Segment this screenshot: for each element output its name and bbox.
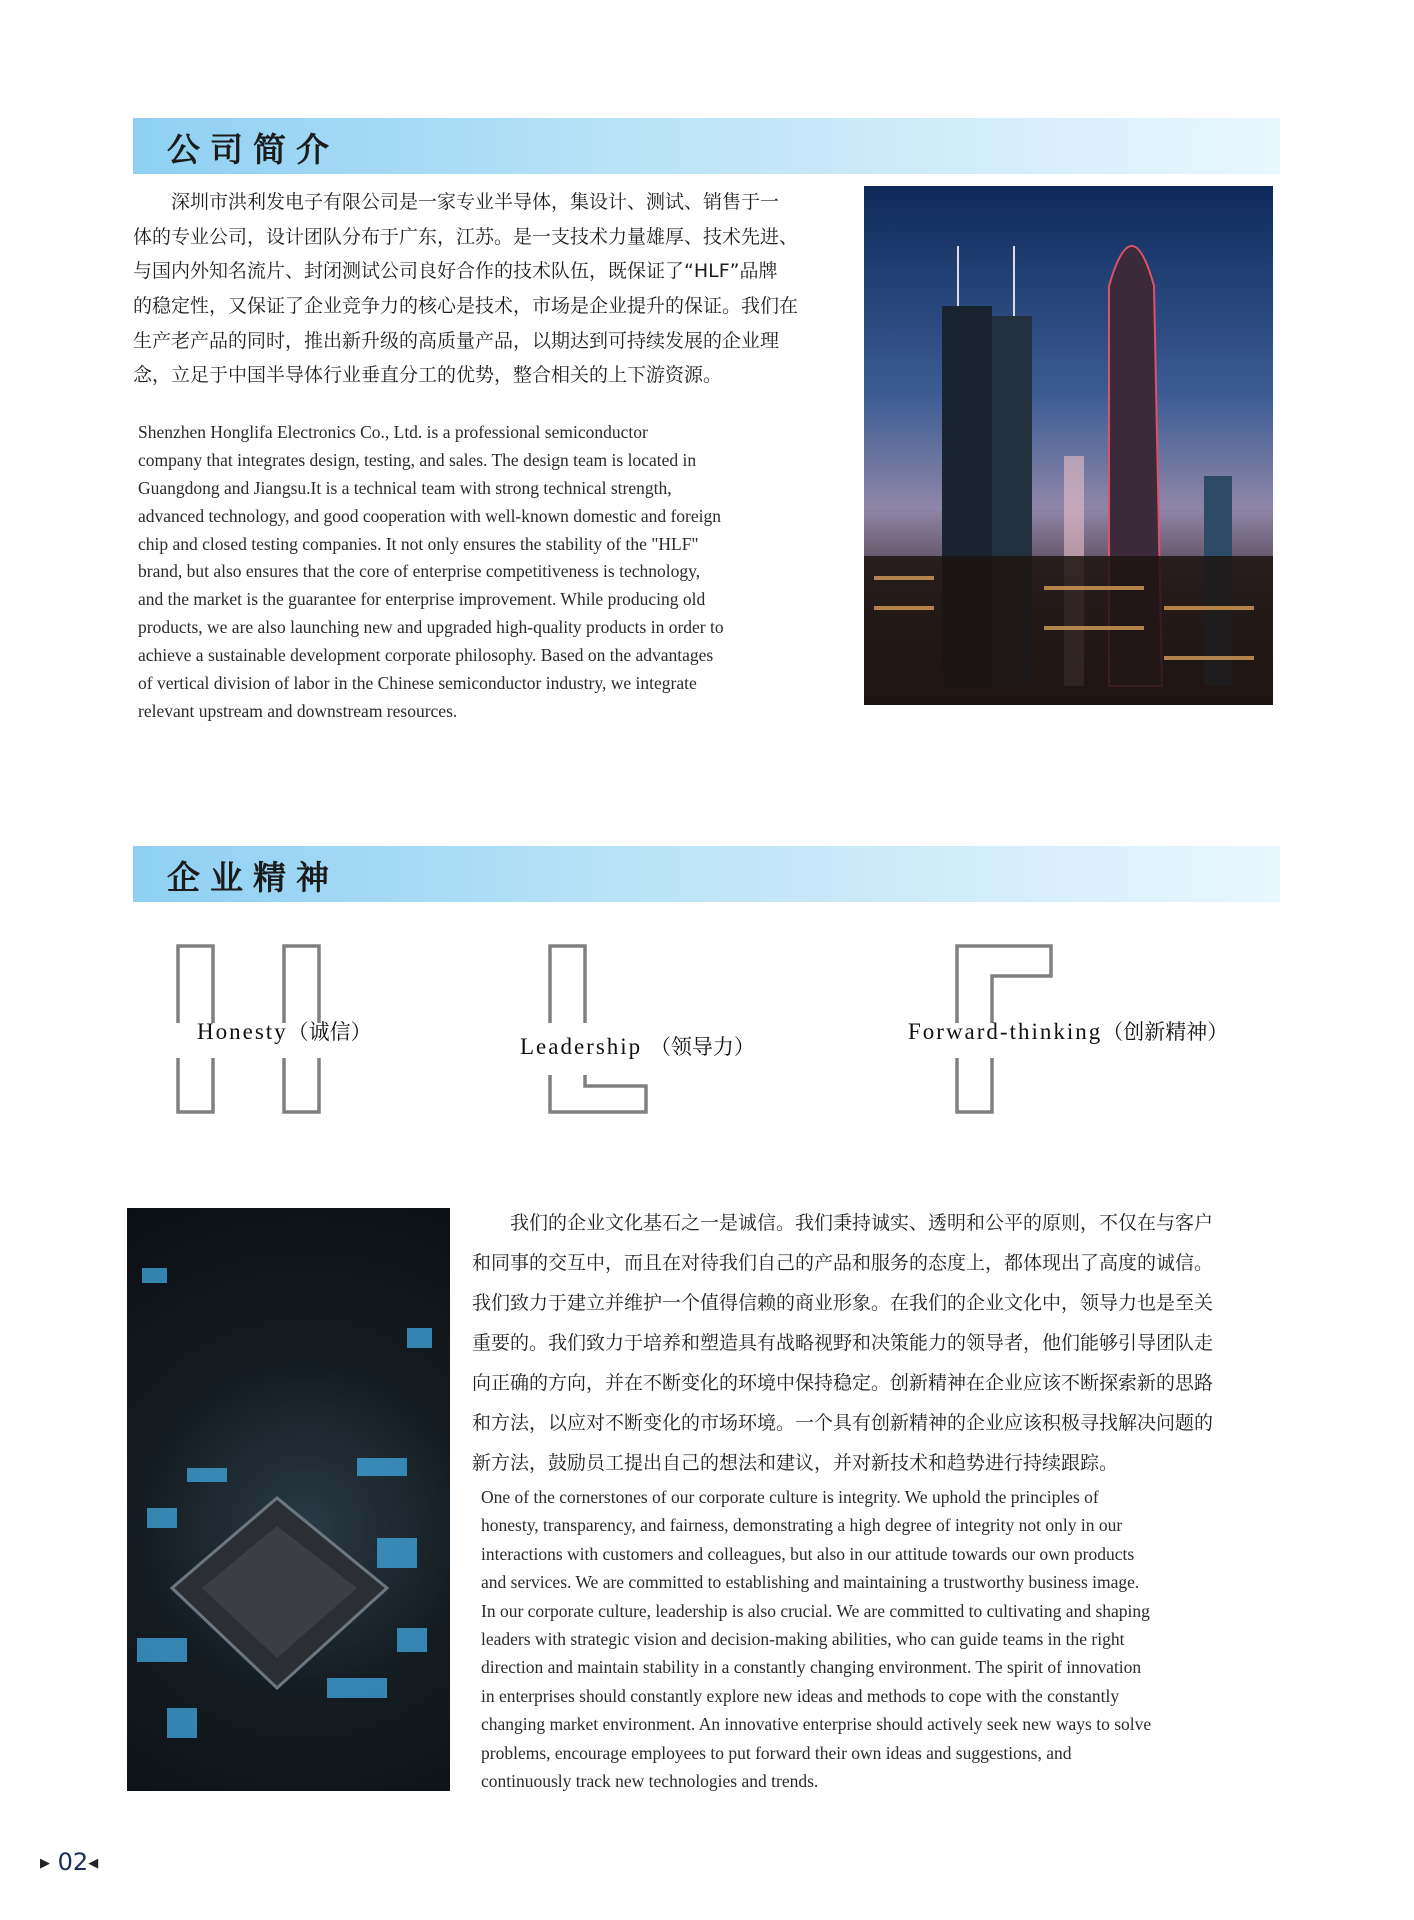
text-line: 向正确的方向，并在不断变化的环境中保持稳定。创新精神在企业应该不断探索新的思路 [472, 1372, 1214, 1394]
text-line: continuously track new technologies and trends. [481, 1770, 819, 1791]
corporate-spirit-en [481, 1483, 1151, 1795]
text-line: honesty, transparency, and fairness, demonstrating a high degree of integrity not only in our [481, 1515, 1123, 1536]
text-line: 念，立足于中国半导体行业垂直分工的优势，整合相关的上下游资源。 [133, 364, 723, 387]
text-line: chip and closed testing companies. It not only ensures the stability of the "HLF" [138, 533, 699, 554]
page-number: ▶ 02◀ [40, 1848, 99, 1876]
text-line: of vertical division of labor in the Chinese semiconductor industry, we integrate [138, 673, 697, 694]
text-line: brand, but also ensures that the core of enterprise competitiveness is technology, [138, 561, 701, 582]
text-line: 重要的。我们致力于培养和塑造具有战略视野和决策能力的领导者，他们能够引导团队走 [472, 1332, 1214, 1354]
arrow-right-icon: ▶ [40, 1856, 50, 1871]
section-title: 公司简介 [167, 130, 339, 169]
text-line: 我们致力于建立并维护一个值得信赖的商业形象。在我们的企业文化中，领导力也是至关 [472, 1292, 1214, 1314]
text-line: 体的专业公司，设计团队分布于广东，江苏。是一支技术力量雄厚、技术先进、 [133, 225, 799, 248]
text-line: products, we are also launching new and upgraded high-quality products in order to [138, 617, 724, 638]
text-line: interactions with customers and colleagues, but also in our attitude towards our own products [481, 1543, 1135, 1564]
text-line: achieve a sustainable development corporate philosophy. Based on the advantages [138, 645, 714, 666]
text-line: 与国内外知名流片、封闭测试公司良好合作的技术队伍，既保证了“HLF”品牌 [133, 260, 778, 283]
circuit-chip-image [127, 1208, 450, 1791]
text-line: 的稳定性，又保证了企业竞争力的核心是技术，市场是企业提升的保证。我们在 [133, 295, 799, 318]
text-line: in enterprises should constantly explore new ideas and methods to cope with the constantly [481, 1685, 1120, 1706]
corporate-spirit-zh [472, 1203, 1213, 1483]
text-line: changing market environment. An innovative enterprise should actively seek new ways to solve [481, 1714, 1152, 1735]
text-line: advanced technology, and good cooperation with well-known domestic and foreign [138, 505, 722, 526]
value-forward-thinking: Forward-thinking（创新精神） [908, 1019, 1229, 1044]
text-line: and services. We are committed to establishing and maintaining a trustworthy business image. [481, 1572, 1140, 1593]
text-line: 生产老产品的同时，推出新升级的高质量产品，以期达到可持续发展的企业理 [133, 329, 780, 352]
text-line: problems, encourage employees to put forward their own ideas and suggestions, and [481, 1742, 1072, 1763]
text-line: 我们的企业文化基石之一是诚信。我们秉持诚实、透明和公平的原则，不仅在与客户 [472, 1212, 1214, 1234]
text-line: 和同事的交互中，而且在对待我们自己的产品和服务的态度上，都体现出了高度的诚信。 [472, 1252, 1214, 1274]
text-line: company that integrates design, testing, and sales. The design team is located in [138, 449, 697, 470]
text-line: 深圳市洪利发电子有限公司是一家专业半导体，集设计、测试、销售于一 [133, 191, 780, 213]
value-honesty: Honesty（诚信） [197, 1019, 372, 1044]
text-line: 新方法，鼓励员工提出自己的想法和建议，并对新技术和趋势进行持续跟踪。 [472, 1452, 1119, 1474]
text-line: leaders with strategic vision and decision-making abilities, who can guide teams in the right [481, 1628, 1125, 1649]
text-line: direction and maintain stability in a constantly changing environment. The spirit of innovation [481, 1657, 1142, 1678]
text-line: In our corporate culture, leadership is also crucial. We are committed to cultivating and shaping [481, 1600, 1150, 1621]
letter-l-outline [550, 946, 646, 1112]
text-line: Shenzhen Honglifa Electronics Co., Ltd. is a professional semiconductor [138, 422, 648, 442]
section-title: 企业精神 [167, 858, 339, 897]
text-line: 和方法，以应对不断变化的市场环境。一个具有创新精神的企业应该积极寻找解决问题的 [472, 1412, 1214, 1434]
chip-illustration [127, 1208, 450, 1791]
text-line: Guangdong and Jiangsu.It is a technical team with strong technical strength, [138, 477, 672, 498]
text-line: relevant upstream and downstream resources. [138, 700, 458, 721]
arrow-left-icon: ◀ [88, 1856, 99, 1871]
text-line: and the market is the guarantee for enterprise improvement. While producing old [138, 589, 706, 610]
value-leadership: Leadership （领导力） [520, 1034, 755, 1059]
text-line: One of the cornerstones of our corporate culture is integrity. We uphold the principles of [481, 1487, 1099, 1507]
